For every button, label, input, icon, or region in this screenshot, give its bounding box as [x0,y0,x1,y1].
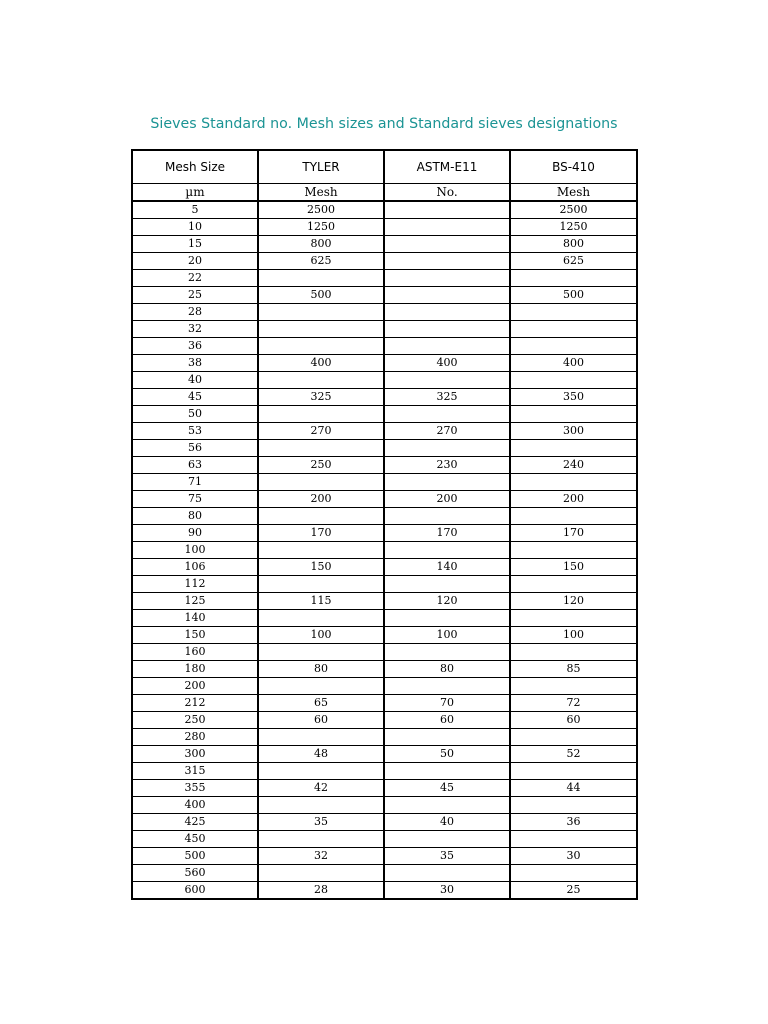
table-row [132,253,637,270]
tyler-cell: 325 [258,389,384,406]
astm-cell: 270 [384,423,510,440]
mesh-size-cell: 22 [132,270,258,287]
astm-cell [384,831,510,848]
tyler-cell: 200 [258,491,384,508]
table-row [132,678,637,695]
mesh-size-cell: 40 [132,372,258,389]
tyler-cell: 170 [258,525,384,542]
bs-cell [510,304,637,321]
astm-cell [384,440,510,457]
table-row [132,882,637,900]
mesh-size-cell: 315 [132,763,258,780]
tyler-cell: 100 [258,627,384,644]
bs-cell [510,865,637,882]
tyler-cell [258,321,384,338]
bs-cell: 150 [510,559,637,576]
bs-cell: 240 [510,457,637,474]
mesh-size-cell: 100 [132,542,258,559]
astm-cell [384,678,510,695]
astm-cell [384,474,510,491]
tyler-cell [258,644,384,661]
mesh-size-cell: 112 [132,576,258,593]
table-row [132,627,637,644]
bs-cell [510,576,637,593]
astm-cell: 60 [384,712,510,729]
bs-cell [510,729,637,746]
astm-cell [384,287,510,304]
table-row [132,219,637,236]
table-row [132,491,637,508]
table-row [132,746,637,763]
mesh-size-cell: 28 [132,304,258,321]
tyler-cell [258,797,384,814]
bs-cell: 2500 [510,201,637,219]
mesh-size-cell: 53 [132,423,258,440]
astm-cell: 40 [384,814,510,831]
tyler-cell: 625 [258,253,384,270]
table-row [132,763,637,780]
tyler-cell: 250 [258,457,384,474]
mesh-size-cell: 38 [132,355,258,372]
bs-cell: 350 [510,389,637,406]
tyler-cell: 2500 [258,201,384,219]
tyler-cell [258,440,384,457]
astm-cell [384,201,510,219]
table-row [132,270,637,287]
tyler-cell: 28 [258,882,384,900]
unit-astm: No. [384,184,510,202]
table-row [132,440,637,457]
bs-cell: 120 [510,593,637,610]
bs-cell: 100 [510,627,637,644]
astm-cell [384,576,510,593]
tyler-cell: 800 [258,236,384,253]
table-row [132,831,637,848]
astm-cell: 140 [384,559,510,576]
tyler-cell: 48 [258,746,384,763]
astm-cell [384,338,510,355]
table-row [132,304,637,321]
mesh-size-cell: 212 [132,695,258,712]
astm-cell: 30 [384,882,510,900]
astm-cell: 50 [384,746,510,763]
astm-cell [384,236,510,253]
header-bs: BS-410 [510,150,637,184]
bs-cell [510,338,637,355]
tyler-cell [258,763,384,780]
bs-cell: 800 [510,236,637,253]
bs-cell: 170 [510,525,637,542]
table-row [132,525,637,542]
astm-cell: 120 [384,593,510,610]
header-astm: ASTM-E11 [384,150,510,184]
bs-cell: 500 [510,287,637,304]
bs-cell: 625 [510,253,637,270]
bs-cell: 400 [510,355,637,372]
bs-cell: 36 [510,814,637,831]
header-mesh-size: Mesh Size [132,150,258,184]
mesh-size-cell: 425 [132,814,258,831]
astm-cell: 170 [384,525,510,542]
bs-cell: 60 [510,712,637,729]
astm-cell [384,763,510,780]
mesh-size-cell: 90 [132,525,258,542]
astm-cell [384,865,510,882]
table-row [132,457,637,474]
mesh-size-cell: 125 [132,593,258,610]
tyler-cell: 115 [258,593,384,610]
mesh-size-cell: 180 [132,661,258,678]
table-row [132,355,637,372]
tyler-cell [258,729,384,746]
tyler-cell [258,610,384,627]
astm-cell: 35 [384,848,510,865]
mesh-size-cell: 45 [132,389,258,406]
astm-cell [384,406,510,423]
astm-cell: 70 [384,695,510,712]
bs-cell: 44 [510,780,637,797]
sieve-table [131,149,638,900]
unit-tyler: Mesh [258,184,384,202]
bs-cell [510,610,637,627]
astm-cell [384,372,510,389]
mesh-size-cell: 600 [132,882,258,900]
tyler-cell [258,831,384,848]
bs-cell [510,321,637,338]
bs-cell [510,797,637,814]
table-row [132,797,637,814]
mesh-size-cell: 160 [132,644,258,661]
astm-cell [384,270,510,287]
bs-cell: 25 [510,882,637,900]
mesh-size-cell: 71 [132,474,258,491]
bs-cell [510,678,637,695]
astm-cell [384,610,510,627]
table-row [132,321,637,338]
astm-cell: 200 [384,491,510,508]
astm-cell: 230 [384,457,510,474]
table-row [132,644,637,661]
astm-cell [384,542,510,559]
tyler-cell: 60 [258,712,384,729]
mesh-size-cell: 32 [132,321,258,338]
tyler-cell [258,406,384,423]
table-row [132,695,637,712]
tyler-cell: 32 [258,848,384,865]
mesh-size-cell: 5 [132,201,258,219]
astm-cell: 400 [384,355,510,372]
bs-cell: 300 [510,423,637,440]
tyler-cell [258,678,384,695]
table-row [132,814,637,831]
tyler-cell: 400 [258,355,384,372]
mesh-size-cell: 300 [132,746,258,763]
table-row [132,610,637,627]
table-row [132,865,637,882]
table-row [132,576,637,593]
table-row [132,389,637,406]
units-row [132,184,637,202]
mesh-size-cell: 25 [132,287,258,304]
mesh-size-cell: 75 [132,491,258,508]
astm-cell [384,644,510,661]
astm-cell [384,729,510,746]
bs-cell: 72 [510,695,637,712]
tyler-cell: 150 [258,559,384,576]
tyler-cell: 1250 [258,219,384,236]
bs-cell [510,508,637,525]
mesh-size-cell: 15 [132,236,258,253]
tyler-cell [258,542,384,559]
tyler-cell [258,865,384,882]
table-row [132,406,637,423]
astm-cell [384,253,510,270]
table-row [132,729,637,746]
table-row [132,474,637,491]
table-row [132,559,637,576]
tyler-cell: 42 [258,780,384,797]
table-row [132,508,637,525]
mesh-size-cell: 560 [132,865,258,882]
mesh-size-cell: 400 [132,797,258,814]
mesh-size-cell: 280 [132,729,258,746]
table-row [132,593,637,610]
bs-cell: 85 [510,661,637,678]
tyler-cell: 80 [258,661,384,678]
mesh-size-cell: 20 [132,253,258,270]
tyler-cell [258,474,384,491]
bs-cell [510,474,637,491]
mesh-size-cell: 500 [132,848,258,865]
table-row [132,780,637,797]
mesh-size-cell: 10 [132,219,258,236]
bs-cell [510,372,637,389]
astm-cell: 100 [384,627,510,644]
tyler-cell [258,338,384,355]
table-row [132,712,637,729]
mesh-size-cell: 50 [132,406,258,423]
table-row [132,661,637,678]
tyler-cell: 65 [258,695,384,712]
tyler-cell [258,270,384,287]
bs-cell: 200 [510,491,637,508]
astm-cell [384,508,510,525]
unit-bs: Mesh [510,184,637,202]
astm-cell: 325 [384,389,510,406]
bs-cell [510,270,637,287]
mesh-size-cell: 106 [132,559,258,576]
tyler-cell [258,508,384,525]
mesh-size-cell: 200 [132,678,258,695]
astm-cell [384,321,510,338]
table-row [132,201,637,219]
header-tyler: TYLER [258,150,384,184]
bs-cell: 30 [510,848,637,865]
table-row [132,542,637,559]
mesh-size-cell: 140 [132,610,258,627]
mesh-size-cell: 56 [132,440,258,457]
tyler-cell [258,576,384,593]
astm-cell [384,219,510,236]
mesh-size-cell: 150 [132,627,258,644]
bs-cell [510,406,637,423]
bs-cell [510,542,637,559]
astm-cell [384,304,510,321]
mesh-size-cell: 450 [132,831,258,848]
table-row [132,236,637,253]
table-row [132,848,637,865]
bs-cell [510,644,637,661]
tyler-cell: 500 [258,287,384,304]
unit-mesh-size: µm [132,184,258,202]
tyler-cell [258,372,384,389]
table-row [132,423,637,440]
astm-cell [384,797,510,814]
table-row [132,338,637,355]
header-row [132,150,637,184]
tyler-cell: 270 [258,423,384,440]
astm-cell: 80 [384,661,510,678]
page-title: Sieves Standard no. Mesh sizes and Standard sieves designations [150,116,618,132]
bs-cell: 1250 [510,219,637,236]
mesh-size-cell: 355 [132,780,258,797]
tyler-cell [258,304,384,321]
bs-cell: 52 [510,746,637,763]
tyler-cell: 35 [258,814,384,831]
mesh-size-cell: 63 [132,457,258,474]
bs-cell [510,440,637,457]
mesh-size-cell: 36 [132,338,258,355]
mesh-size-cell: 80 [132,508,258,525]
bs-cell [510,831,637,848]
table-row [132,372,637,389]
mesh-size-cell: 250 [132,712,258,729]
bs-cell [510,763,637,780]
astm-cell: 45 [384,780,510,797]
table-body [132,184,637,900]
table-row [132,287,637,304]
